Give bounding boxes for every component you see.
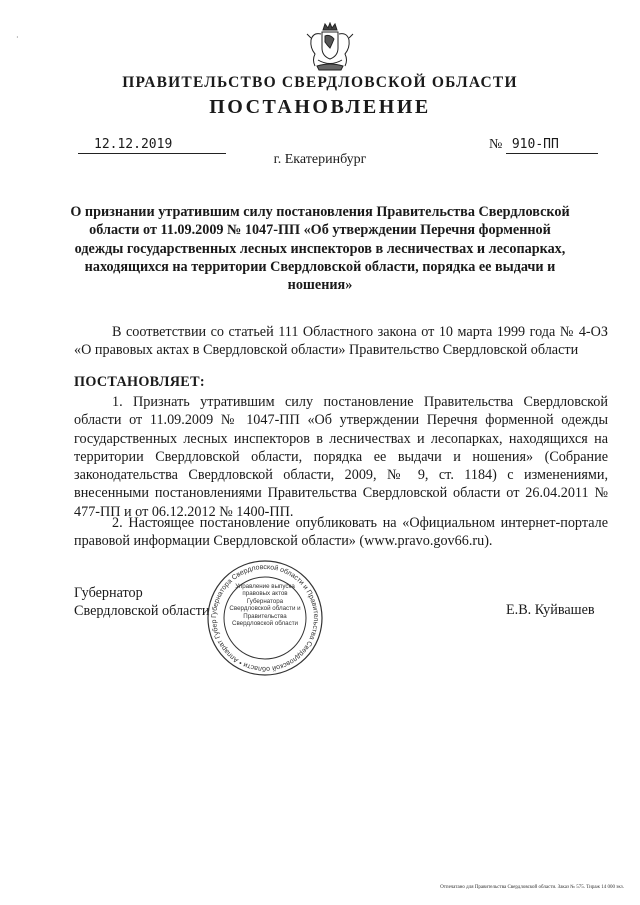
number-value: 910-ПП (506, 137, 598, 154)
signatory-position (74, 584, 209, 621)
city: г. Екатеринбург (273, 152, 367, 167)
signatory-name: Е.В. Куйвашев (506, 602, 595, 618)
preamble-paragraph: В соответствии со статьей 111 Областного закона от 10 марта 1999 года № 4-ОЗ «О правовых актах в Свердловской области» Правительство Свердловской области (74, 324, 608, 359)
document-subject: О признании утратившим силу постановления Правительства Свердловской области от 11.09.2009 № 1047-ПП «Об утверждении Перечня форменной одежды государственных лесных инспекторов в лесничествах и лесопарках, находящихся на территории Свердловской области, порядка ее выдачи и ношения» (70, 204, 570, 294)
print-footer-note: Отпечатано для Правительства Свердловской области. Заказ № 575. Тираж 14 000 экз. (440, 885, 624, 890)
margin-mark: · (16, 33, 19, 42)
item-2-paragraph: 2. Настоящее постановление опубликовать на «Официальном интернет-портале правовой информации Свердловской области» (www.pravo.gov66.ru). (74, 515, 608, 550)
official-stamp (206, 559, 324, 677)
stamp-ring-text: Губернатора Свердловской области и Правительства Свердловской области • Аппарат Губер (210, 563, 320, 673)
government-title: ПРАВИТЕЛЬСТВО СВЕРДЛОВСКОЙ ОБЛАСТИ (122, 74, 518, 91)
document-date: 12.12.2019 (78, 137, 226, 154)
document-type-title: ПОСТАНОВЛЕНИЕ (209, 96, 431, 118)
stamp-inner-text: Управление выпуска правовых актов Губернатора Свердловской области и Правительства Свердловской области (229, 583, 301, 628)
signatory-position-line2: Свердловской области (74, 603, 210, 620)
number-label: № (489, 137, 503, 152)
item-1-paragraph: 1. Признать утратившим силу постановление Правительства Свердловской области от 11.09.2009 № 1047-ПП «Об утверждении Перечня форменной одежды государственных лесных инспекторов в лесничествах и лесопарках, находящихся на территории Свердловской области, порядка ее выдачи и ношения» (Собрание законодательства Свердловской области, 2009, № 9, ст. 1184) с изменениями, внесенными постановлениями Правительства Свердловской области от 26.04.2011 № 477-ПП и от 06.12.2012 № 1400-ПП. (74, 394, 608, 520)
decree-word: ПОСТАНОВЛЯЕТ: (74, 374, 205, 390)
signatory-position-line1: Губернатор (74, 585, 143, 601)
coat-of-arms-icon (303, 22, 357, 72)
